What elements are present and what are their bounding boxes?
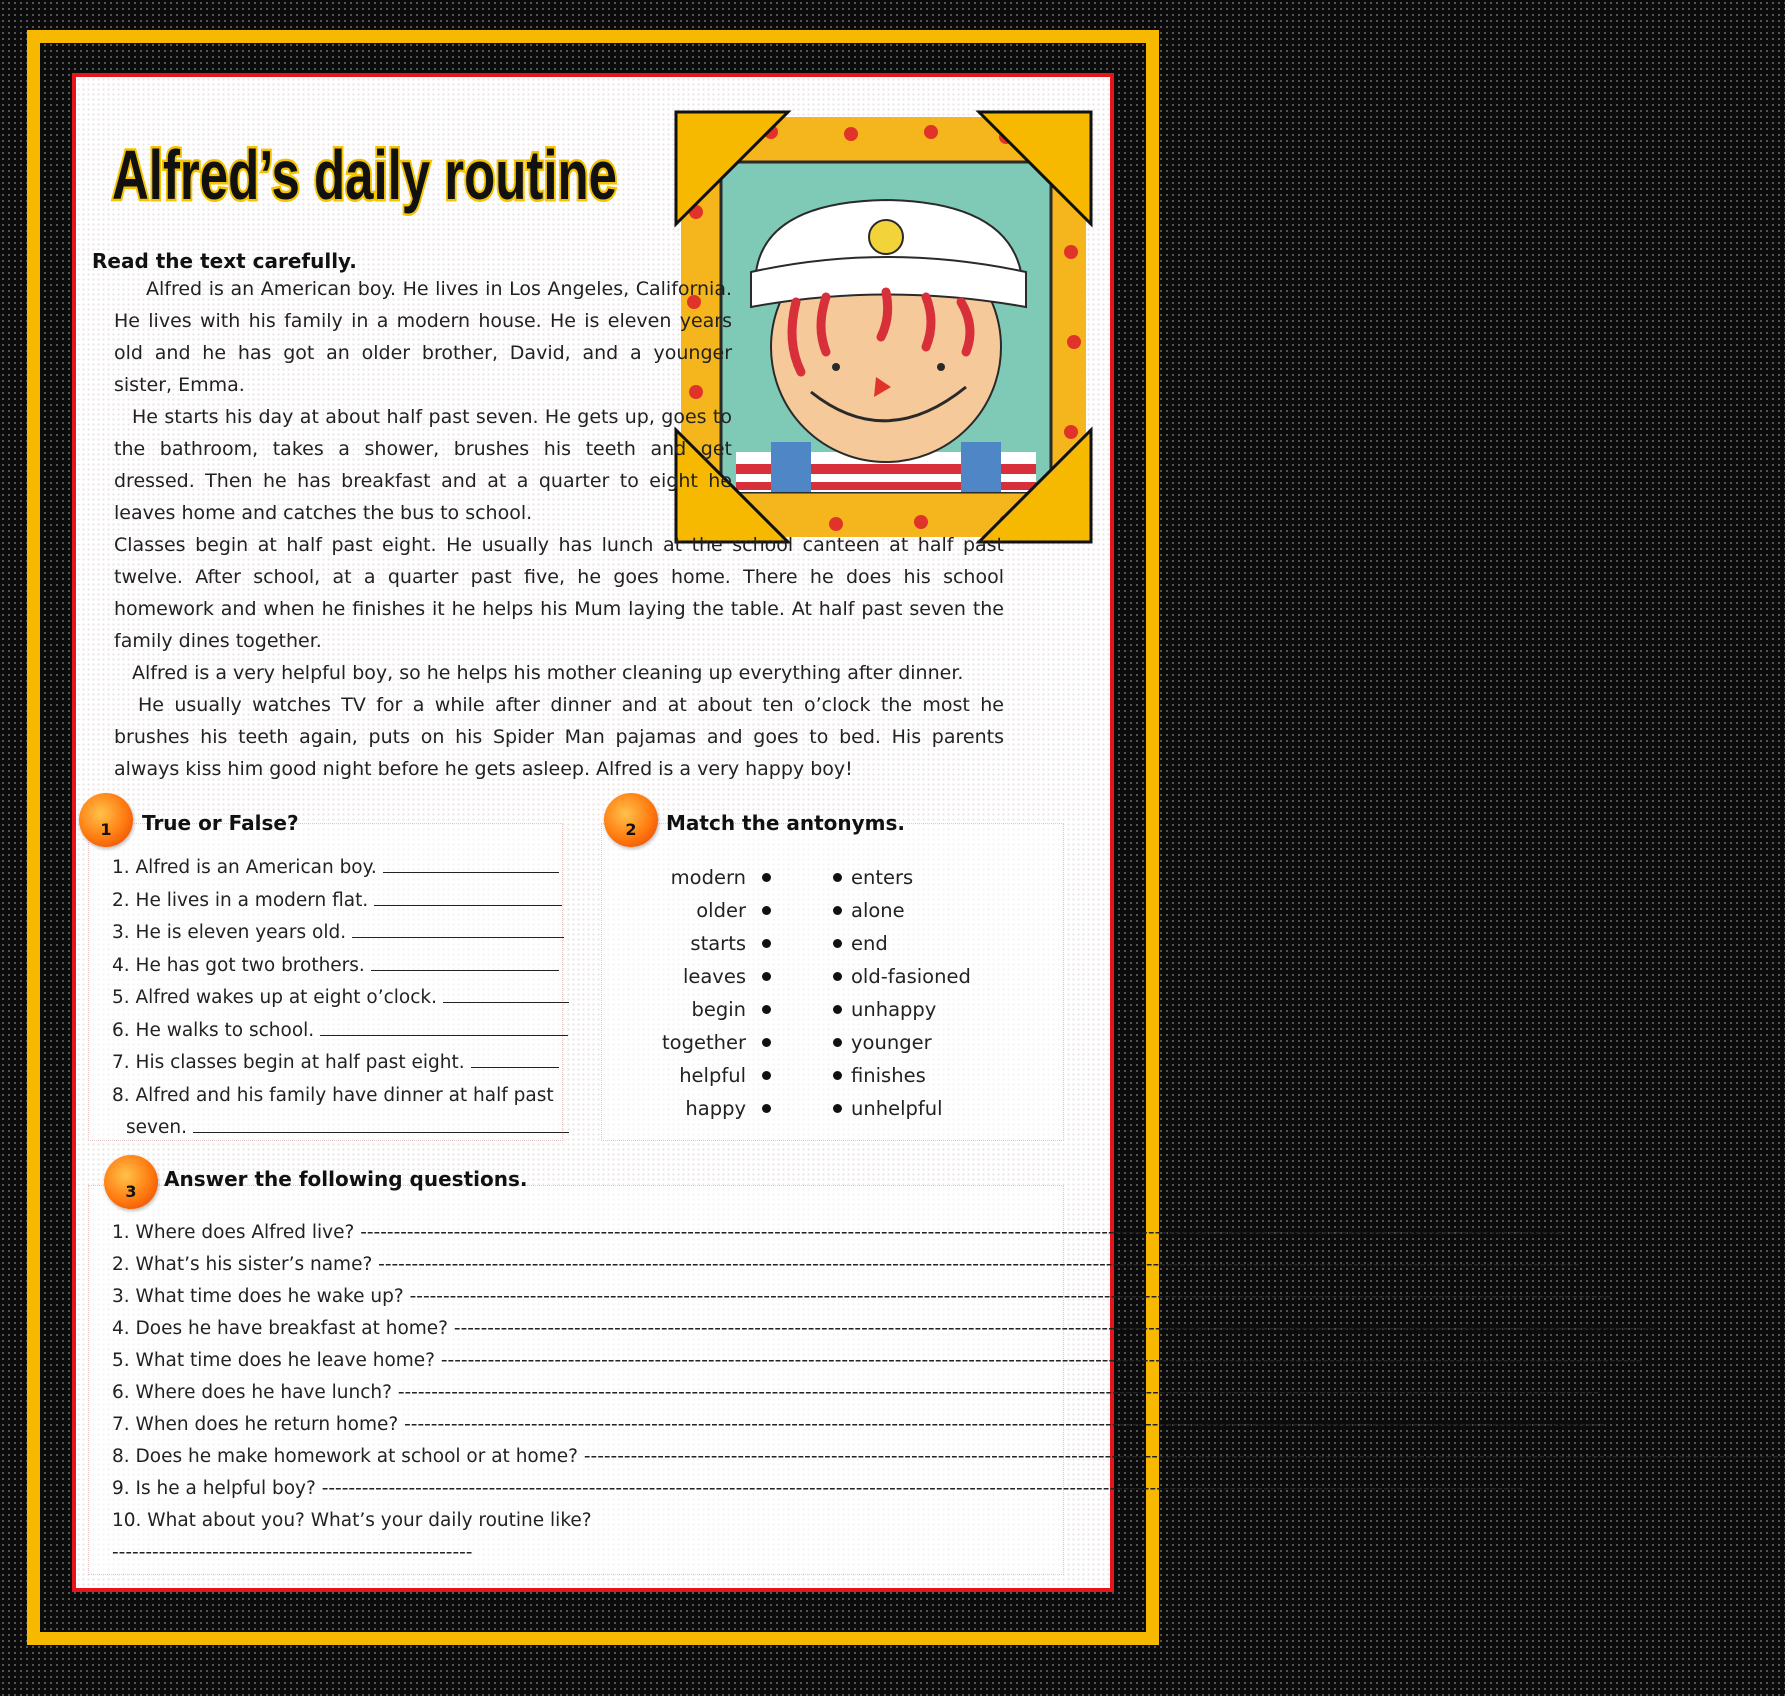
left-match-dot[interactable] [762,873,771,882]
question-item: 5. What time does he leave home? ------------------------------------------------------------------------------------------------------------------------------------------------------------------------------------ [112,1350,1643,1371]
question-item: 9. Is he a helpful boy? ------------------------------------------------------------------------------------------------------------------------------------------------------------------------------------ [112,1478,1524,1499]
true-false-list [112,852,552,1145]
antonym-word: end [851,932,888,955]
answer-line[interactable]: ------------------------------------------------------------------------------------------------------------------------------------------------------------------------------------ [321,1478,1524,1499]
instruction-text: Read the text carefully. [92,249,357,273]
reading-text [114,273,1004,785]
right-match-dot[interactable] [833,1005,842,1014]
worksheet-title [108,121,623,221]
list-item: 3. He is eleven years old. [112,917,552,950]
antonym-word: begin [691,998,746,1021]
story-paragraph: Classes begin at half past eight. He usually has lunch at the school canteen at half past twelve. After school, at a quarter past five, he goes home. There he does his school homework and when he finishes it he helps his Mum laying the table. At half past seven the family dines together. [114,534,1004,652]
section-title: Answer the following questions. [164,1167,528,1191]
right-match-dot[interactable] [833,906,842,915]
answer-line[interactable]: ------------------------------------------------------------------------------------------------------------------------------------------------------------------------------------ [360,1222,1562,1243]
list-item: 6. He walks to school. [112,1015,552,1048]
antonym-word: leaves [682,965,746,988]
antonyms-left-column [626,861,746,1125]
story-paragraph: He usually watches TV for a while after dinner and at about ten o’clock the most he brushes his teeth again, puts on his Spider Man pajamas and goes to bed. His parents always kiss him good night before he gets asleep. Alfred is a very happy boy! [114,694,1004,780]
answer-blank[interactable] [193,1115,569,1133]
list-item: 8. Alfred and his family have dinner at half past [112,1084,554,1106]
question-item: 10. What about you? What’s your daily routine like? [112,1510,592,1531]
left-match-dot[interactable] [762,1005,771,1014]
right-match-dot[interactable] [833,1071,842,1080]
list-item: 7. His classes begin at half past eight. [112,1047,552,1080]
list-item: 2. He lives in a modern flat. [112,885,552,918]
answer-blank[interactable] [320,1018,568,1036]
answer-line[interactable]: ------------------------------------------------------------------------------------------------------------------------------------------------------------------------------------ [409,1286,1612,1307]
story-paragraph: He starts his day at about half past seven. He gets up, goes to the bathroom, takes a shower, brushes his teeth and get dressed. Then he has breakfast and at a quarter to eight he leaves home and catches the bus to school. [114,406,732,524]
list-item: seven. [112,1112,552,1145]
answer-blank[interactable] [443,985,569,1003]
left-match-dot[interactable] [762,939,771,948]
right-match-dot[interactable] [833,1038,842,1047]
answer-blank[interactable] [371,953,559,971]
question-item: 2. What’s his sister’s name? ------------------------------------------------------------------------------------------------------------------------------------------------------------------------------------ [112,1254,1580,1275]
list-item: 5. Alfred wakes up at eight o’clock. [112,982,552,1015]
section-number-badge: 3 [104,1155,158,1209]
story-paragraph: Alfred is a very helpful boy, so he helps his mother cleaning up everything after dinner. [132,662,964,684]
answer-blank[interactable] [471,1050,559,1068]
title-text: Alfred’s daily routine [112,136,617,214]
antonym-word: helpful [679,1064,746,1087]
list-item: 4. He has got two brothers. [112,950,552,983]
answer-blank[interactable] [352,920,564,938]
right-match-dot[interactable] [833,939,842,948]
left-match-dot[interactable] [762,1038,771,1047]
right-match-dot[interactable] [833,873,842,882]
antonym-word: modern [670,866,746,889]
antonym-word: old-fasioned [851,965,971,988]
question-item: 4. Does he have breakfast at home? ------------------------------------------------------------------------------------------------------------------------------------------------------------------------------------ [112,1318,1656,1339]
worksheet-page [72,73,1785,1592]
section-number-badge: 2 [604,793,658,847]
antonyms-right-column [851,861,1051,1125]
section-title: Match the antonyms. [666,811,905,835]
antonym-word: older [696,899,746,922]
answer-line[interactable]: ------------------------------------------------------------------------------------------------------------------------------------------------------------------------------------ [397,1382,1600,1403]
question-item: 3. What time does he wake up? ------------------------------------------------------------------------------------------------------------------------------------------------------------------------------------ [112,1286,1612,1307]
question-item: 8. Does he make homework at school or at home? ------------------------------------------------------------------------------------------------------------------------------------------------------------------------------------ [112,1446,1785,1467]
story-paragraph: Alfred is an American boy. He lives in Los Angeles, California. He lives with his family in a modern house. He is eleven years old and he has got an older brother, David, and a younger sister, Emma. [114,278,732,396]
antonym-word: alone [851,899,905,922]
antonym-word: together [662,1031,746,1054]
antonym-word: unhelpful [851,1097,943,1120]
answer-line[interactable]: ------------------------------------------------------------------------------------------------------------------------------------------------------------------------------------ [583,1446,1785,1467]
question-item: 1. Where does Alfred live? ------------------------------------------------------------------------------------------------------------------------------------------------------------------------------------ [112,1222,1562,1243]
antonym-word: unhappy [851,998,937,1021]
question-item: 7. When does he return home? ------------------------------------------------------------------------------------------------------------------------------------------------------------------------------------ [112,1414,1606,1435]
answer-line[interactable]: ------------------------------------------------------------------------------------------------------------------------------------------------------------------------------------ [440,1350,1643,1371]
answer-line[interactable]: ------------------------------------------------------------------------------------------------------------------------------------------------------------------------------------ [378,1254,1580,1275]
section-number-badge: 1 [79,793,133,847]
list-item: 1. Alfred is an American boy. [112,852,552,885]
right-match-dot[interactable] [833,1104,842,1113]
answer-blank[interactable] [374,888,562,906]
question-item [112,1537,1032,1569]
antonym-word: finishes [851,1064,926,1087]
left-match-dot[interactable] [762,972,771,981]
answer-line[interactable]: ------------------------------------------------------ [112,1542,473,1563]
questions-list [112,1217,1785,1569]
answer-blank[interactable] [383,855,559,873]
left-match-dot[interactable] [762,1071,771,1080]
left-match-dot[interactable] [762,906,771,915]
antonym-word: enters [851,866,914,889]
answer-line[interactable]: ------------------------------------------------------------------------------------------------------------------------------------------------------------------------------------ [404,1414,1606,1435]
antonym-word: happy [685,1097,746,1120]
left-match-dot[interactable] [762,1104,771,1113]
answer-line[interactable]: ------------------------------------------------------------------------------------------------------------------------------------------------------------------------------------ [453,1318,1656,1339]
antonym-word: younger [851,1031,932,1054]
antonym-word: starts [690,932,746,955]
right-match-dot[interactable] [833,972,842,981]
question-item: 6. Where does he have lunch? ------------------------------------------------------------------------------------------------------------------------------------------------------------------------------------ [112,1382,1600,1403]
section-title: True or False? [142,811,299,835]
